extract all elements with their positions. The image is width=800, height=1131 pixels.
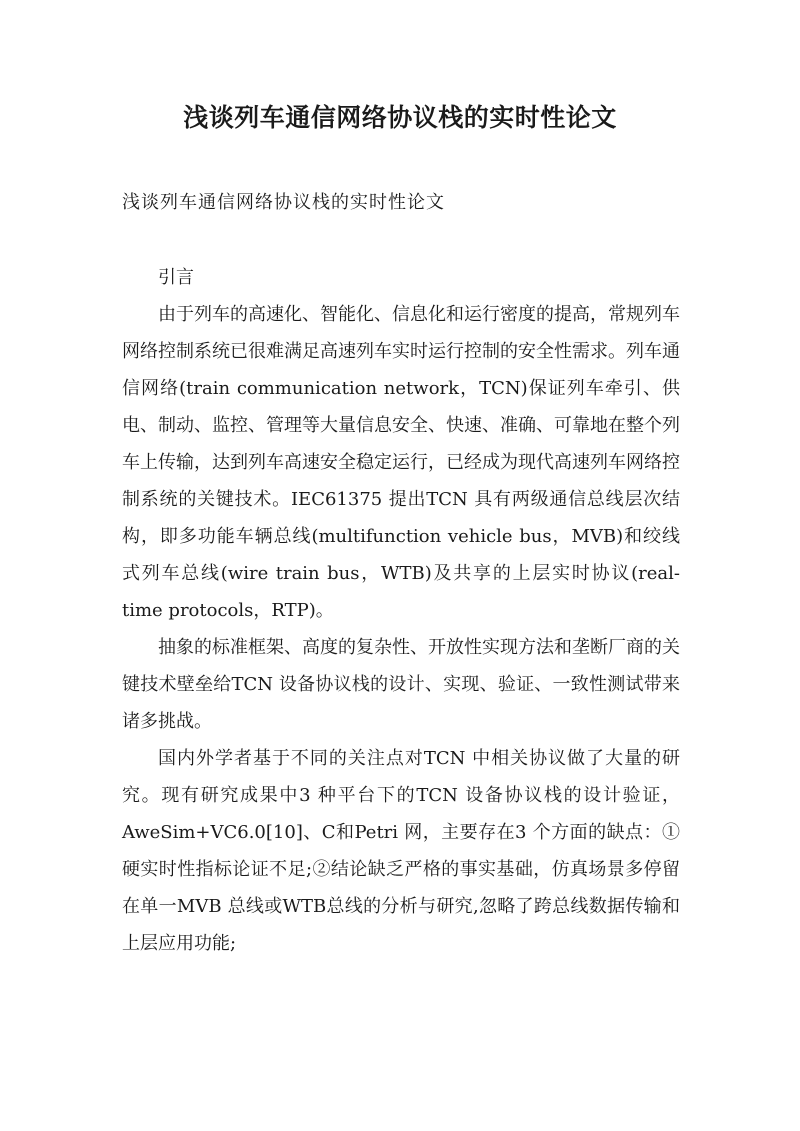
- document-title: 浅谈列车通信网络协议栈的实时性论文: [183, 103, 617, 132]
- paragraph: 国内外学者基于不同的关注点对TCN 中相关协议做了大量的研究。现有研究成果中3 种平台下的TCN 设备协议栈的设计验证，AweSim+VC6.0[10]、C和Petri 网，主要存在3 个方面的缺点：①硬实时性指标论证不足;②结论缺乏严格的事实基础，仿真场景多停留在单一MVB 总线或WTB总线的分析与研究,忽略了跨总线数据传输和上层应用功能;: [122, 748, 680, 954]
- section-heading: 引言: [158, 267, 194, 288]
- paragraph: 抽象的标准框架、高度的复杂性、开放性实现方法和垄断厂商的关键技术壁垒给TCN 设备协议栈的设计、实现、验证、一致性测试带来诸多挑战。: [122, 637, 680, 732]
- document-subtitle: 浅谈列车通信网络协议栈的实时性论文: [122, 192, 445, 213]
- document-body: [122, 259, 680, 962]
- paragraph: 由于列车的高速化、智能化、信息化和运行密度的提高，常规列车网络控制系统已很难满足高速列车实时运行控制的安全性需求。列车通信网络(train communication network，TCN)保证列车牵引、供电、制动、监控、管理等大量信息安全、快速、准确、可靠地在整个列车上传输，达到列车高速安全稳定运行，已经成为现代高速列车网络控制系统的关键技术。IEC61375 提出TCN 具有两级通信总线层次结构，即多功能车辆总线(multifunction vehicle bus，MVB)和绞线式列车总线(wire train bus，WTB)及共享的上层实时协议(real-time protocols，RTP)。: [122, 304, 680, 621]
